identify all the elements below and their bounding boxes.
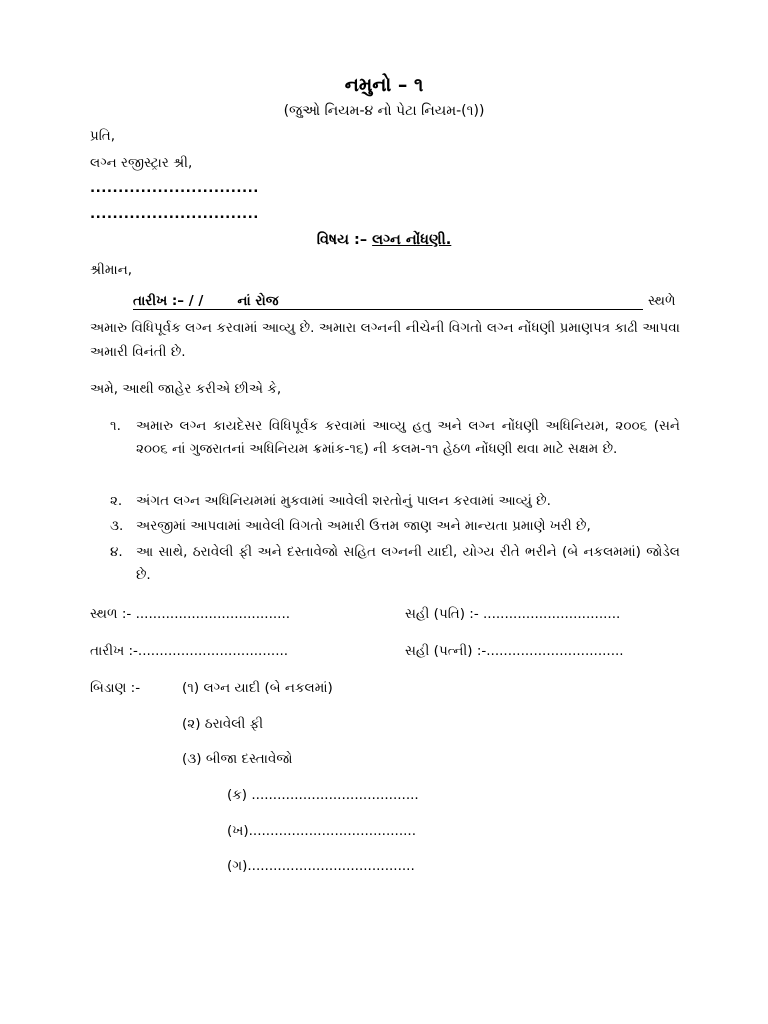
date-line (133, 293, 643, 310)
declaration-item (110, 415, 680, 461)
body-paragraph-1: અમારુ વિધિપૂર્વક લગ્ન કરવામાં આવ્યુ છે. અમારા લગ્નની નીચેની વિગતો લગ્ન નોંધણી પ્રમાણપત્ર કાઢી આપવા અમારી વિનંતી છે. (90, 320, 680, 360)
form-title: નમુનો – ૧ (344, 74, 424, 96)
declaration-text: અમારુ લગ્ન કાયદેસર વિધિપૂર્વક કરવામાં આવ્યુ હતુ અને લગ્ન નોંધણી અધિનિયમ, ૨૦૦૬ (સને ૨૦૦૬ નાં ગુજરાતનાં અધિનિયમ ક્રમાંક-૧૬) ની કલમ-૧૧ હેઠળ નોંધણી થવા માટે સક્ષમ છે. (136, 418, 680, 457)
subject-line (0, 232, 768, 249)
attachment-item: (૩) બીજા દસ્તાવેજો (182, 751, 293, 767)
on-day-label: નાં રોજ (237, 293, 279, 309)
attachment-sub-item: (ખ)....................................... (227, 823, 416, 839)
declaration-number: ૧. (110, 418, 121, 434)
attachment-sub-item: (ક) ....................................... (227, 787, 419, 803)
form-subtitle: (જુઓ નિયમ-૪ નો પેટા નિયમ-(૧)) (283, 103, 485, 119)
address-to: પ્રતિ, (90, 128, 116, 144)
husband-signature-field: સહી (પતિ) :- ................................ (405, 606, 621, 622)
declaration-item (110, 541, 680, 587)
declaration-number: ૨. (110, 493, 123, 509)
salutation: શ્રીમાન, (90, 262, 133, 278)
subject-text: લગ્ન નોંધણી. (372, 232, 452, 248)
attachment-item: (૨) ઠરાવેલી ફી (182, 716, 264, 732)
address-blank-line-2: .............................. (90, 206, 259, 222)
date-field: તારીખ :-................................... (90, 643, 289, 659)
attachment-item: (૧) લગ્ન યાદી (બે નકલમાં) (182, 680, 333, 696)
wife-signature-field: સહી (પત્ની) :-................................ (405, 643, 624, 659)
address-recipient: લગ્ન રજીસ્ટ્રાર શ્રી, (90, 155, 193, 171)
attachment-sub-item: (ગ)....................................... (227, 858, 415, 874)
place-field: સ્થળ :- .................................... (90, 606, 291, 622)
declaration-text: અંગત લગ્ન અધિનિયમમાં મુકવામાં આવેલી શરતોનું પાલન કરવામાં આવ્યું છે. (136, 493, 551, 509)
place-suffix: સ્થળે (648, 293, 676, 309)
declaration-number: ૩. (110, 518, 124, 534)
date-label: તારીખ :– / / (133, 293, 204, 309)
address-blank-line-1: .............................. (90, 180, 259, 196)
subject-label: વિષય :– (316, 232, 373, 248)
declaration-number: ૪. (110, 544, 123, 560)
declaration-text: અરજીમાં આપવામાં આવેલી વિગતો અમારી ઉત્તમ જાણ અને માન્યતા પ્રમાણે ખરી છે, (136, 518, 591, 534)
declaration-item (110, 515, 680, 538)
attachments-label: બિડાણ :- (90, 680, 141, 696)
declaration-text: આ સાથે, ઠરાવેલી ફી અને દસ્તાવેજો સહિત લગ્નની યાદી, યોગ્ય રીતે ભરીને (બે નકલમમાં) જોડેલ છે. (136, 544, 680, 583)
body-paragraph-2: અમે, આથી જાહેર કરીએ છીએ કે, (90, 381, 282, 397)
declaration-item (110, 490, 680, 513)
date-line-underline (133, 293, 643, 310)
